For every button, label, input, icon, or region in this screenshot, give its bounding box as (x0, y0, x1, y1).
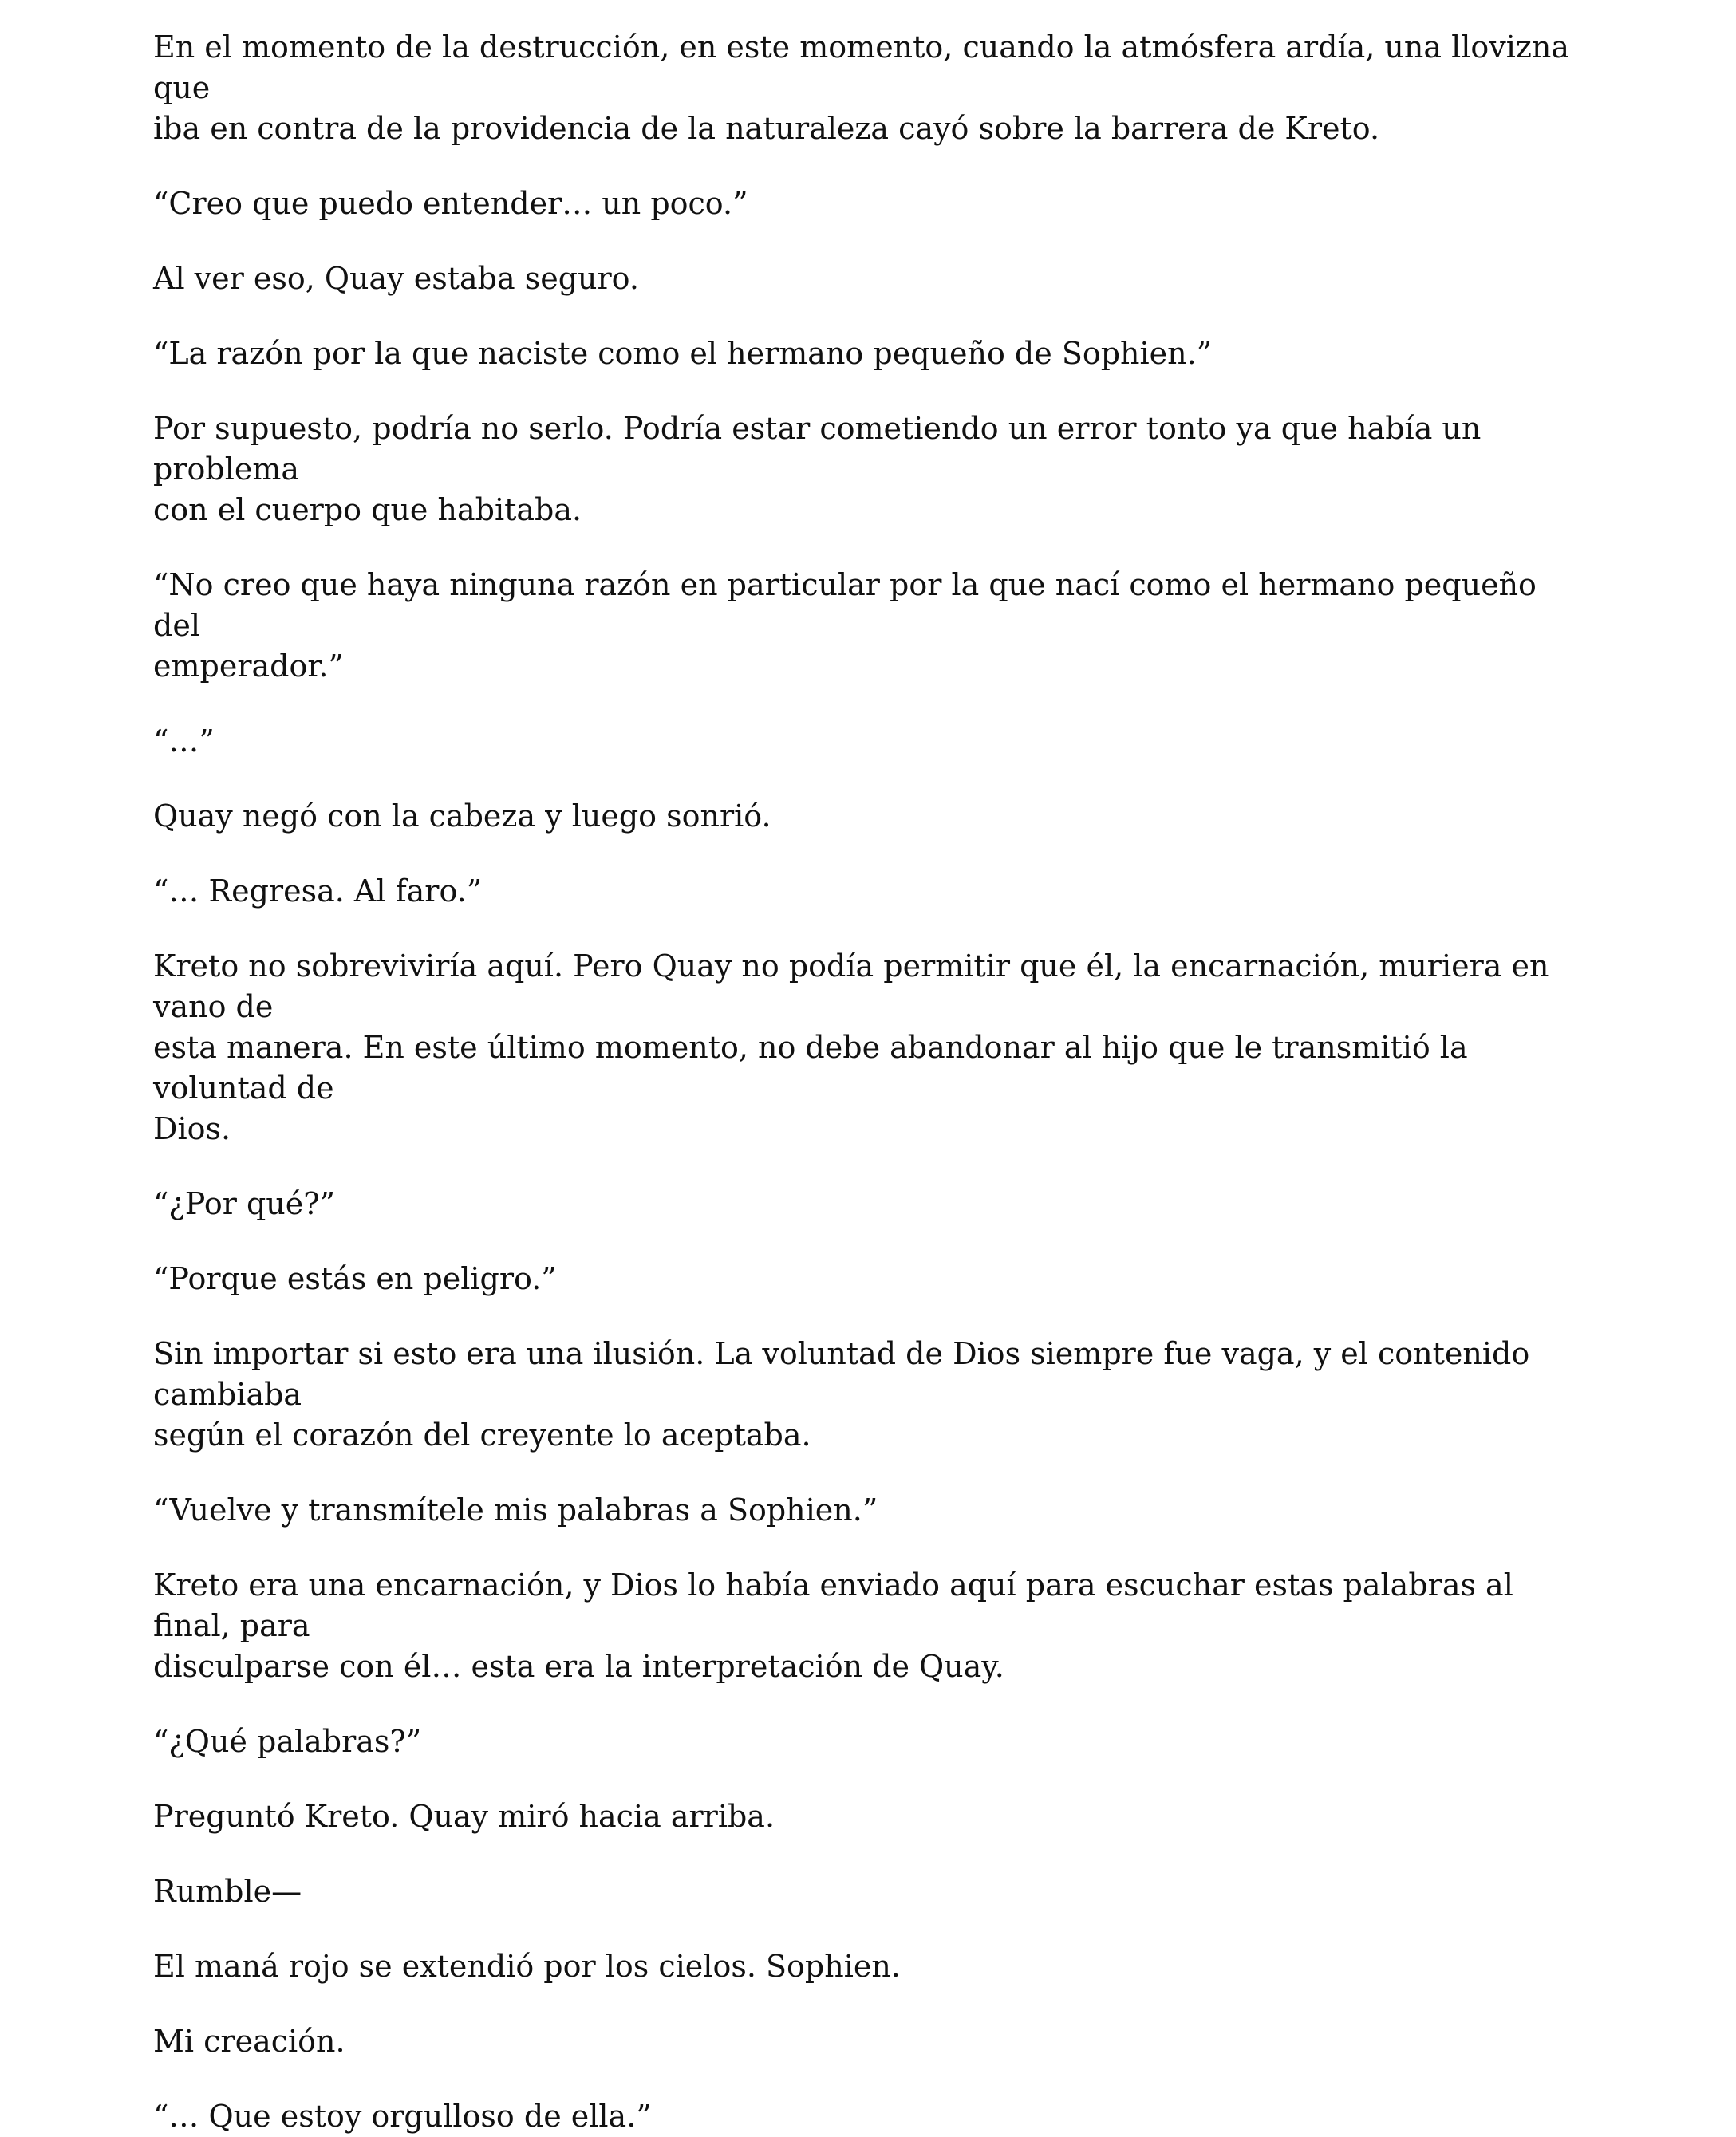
paragraph: En el momento de la destrucción, en este momento, cuando la atmósfera ardía, una llovizna que iba en contra de la providencia de la naturaleza cayó sobre la barrera de Kreto. (153, 30, 1570, 146)
paragraph: Kreto no sobreviviría aquí. Pero Quay no podía permitir que él, la encarnación, muriera en vano de esta manera. En este último momento, no debe abandonar al hijo que le transmitió la voluntad de Dios. (153, 948, 1549, 1146)
paragraph: Sin importar si esto era una ilusión. La voluntad de Dios siempre fue vaga, y el contenido cambiaba según el corazón del creyente lo aceptaba. (153, 1336, 1530, 1453)
paragraph: Preguntó Kreto. Quay miró hacia arriba. (153, 1799, 775, 1834)
paragraph: “Porque estás en peligro.” (153, 1261, 557, 1296)
paragraph: “¿Por qué?” (153, 1186, 336, 1221)
paragraph: Rumble— (153, 1874, 302, 1909)
document-page (153, 27, 1589, 2137)
paragraph: “…” (153, 724, 215, 759)
paragraph: Quay negó con la cabeza y luego sonrió. (153, 798, 771, 834)
paragraph: Al ver eso, Quay estaba seguro. (153, 261, 639, 296)
paragraph: “… Que estoy orgulloso de ella.” (153, 2099, 652, 2134)
paragraph: “No creo que haya ninguna razón en particular por la que nací como el hermano pequeño del emperador.” (153, 567, 1537, 684)
paragraph: Mi creación. (153, 2024, 345, 2059)
paragraph: “Vuelve y transmítele mis palabras a Sophien.” (153, 1492, 878, 1528)
paragraph: “… Regresa. Al faro.” (153, 873, 483, 909)
paragraph: “¿Qué palabras?” (153, 1724, 422, 1759)
paragraph: “Creo que puedo entender… un poco.” (153, 186, 748, 221)
paragraph: Por supuesto, podría no serlo. Podría estar cometiendo un error tonto ya que había un problema con el cuerpo que habitaba. (153, 411, 1482, 527)
paragraph: Kreto era una encarnación, y Dios lo había enviado aquí para escuchar estas palabras al final, para disculparse con él… esta era la interpretación de Quay. (153, 1567, 1513, 1684)
paragraph: “La razón por la que naciste como el hermano pequeño de Sophien.” (153, 336, 1213, 371)
paragraph: El maná rojo se extendió por los cielos. Sophien. (153, 1949, 901, 1984)
